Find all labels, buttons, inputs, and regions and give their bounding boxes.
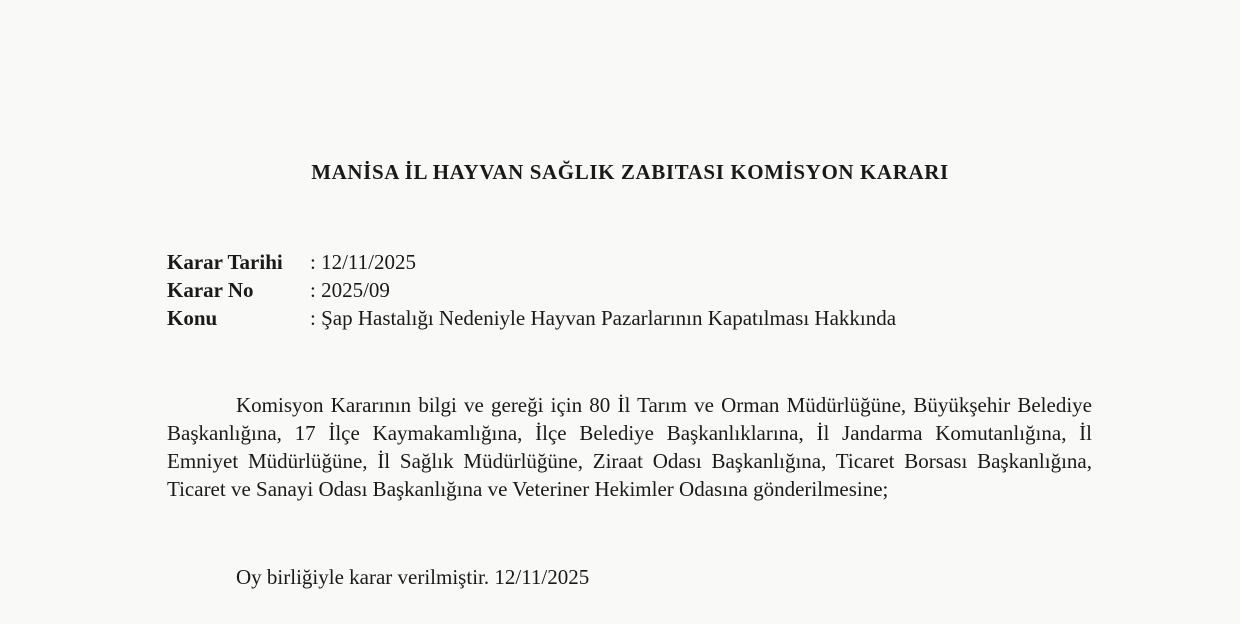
meta-value-subject: : Şap Hastalığı Nedeniyle Hayvan Pazarlarının Kapatılması Hakkında <box>310 306 897 330</box>
decision-body: Komisyon Kararının bilgi ve gereği için 80 İl Tarım ve Orman Müdürlüğüne, Büyükşehir Belediye Başkanlığına, 17 İlçe Kaymakamlığına, İlçe Belediye Başkanlıklarına, İl Jandarma Komutanlığına, İl Emniyet Müdürlüğüne, İl Sağlık Müdürlüğüne, Ziraat Odası Başkanlığına, Ticaret Borsası Başkanlığına, Ticaret ve Sanayi Odası Başkanlığına ve Veteriner Hekimler Odasına gönderilmesine; <box>167 393 1092 501</box>
meta-value-number: : 2025/09 <box>310 278 390 302</box>
meta-row-number <box>167 276 896 304</box>
document-title: MANİSA İL HAYVAN SAĞLIK ZABITASI KOMİSYON KARARI <box>311 160 949 184</box>
meta-label-date: Karar Tarihi <box>167 250 283 274</box>
decision-meta <box>167 248 896 332</box>
meta-value-date: : 12/11/2025 <box>310 250 416 274</box>
meta-label-subject: Konu <box>167 306 218 330</box>
meta-row-subject <box>167 304 896 332</box>
decision-closing: Oy birliğiyle karar verilmiştir. 12/11/2025 <box>236 565 590 589</box>
meta-label-number: Karar No <box>167 278 254 302</box>
meta-row-date <box>167 248 896 276</box>
